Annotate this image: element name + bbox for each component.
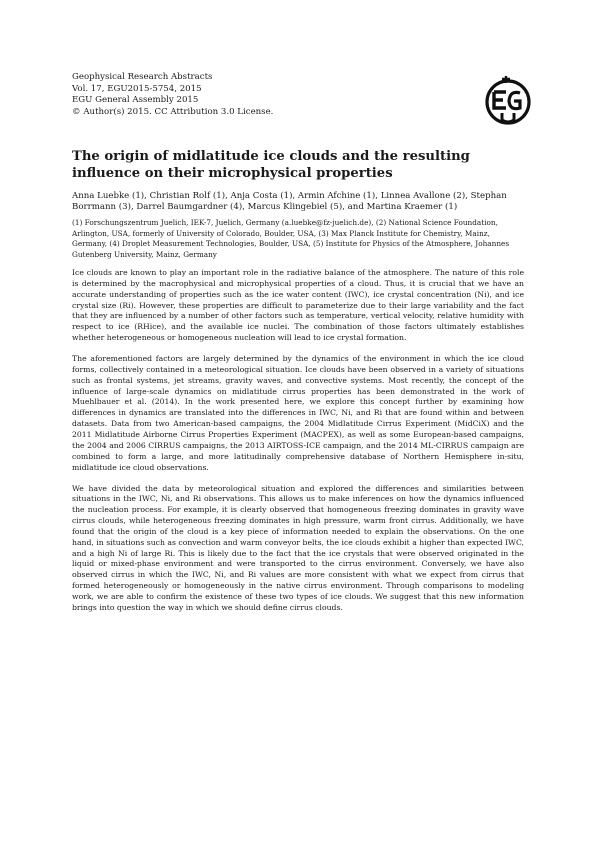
paper-title: The origin of midlatitude ice clouds and the resulting influence on their microphysical properties	[72, 149, 470, 181]
volume-info: Vol. 17, EGU2015-5754, 2015	[72, 83, 202, 94]
egu-logo-icon	[484, 74, 532, 126]
abstract-paragraph: We have divided the data by meteorological situation and explored the differences and similarities between situations in the IWC, Ni, and Ri observations. This allows us to make inferences on how the dynamics influenced the nucleation process. For example, it is clearly observed that homogeneous freezing dominates in gravity wave cirrus clouds, while heterogeneous freezing dominates in high pressure, warm front cirrus. Additionally, we have found that the origin of the cloud is a key piece of information needed to explain the observations. On the one hand, in situations such as convection and warm conveyor belts, the ice clouds exhibit a higher than expected IWC, and a high Ni of large Ri. This is likely due to the fact that the ice crystals that were observed originated in the liquid or mixed-phase environment and were transported to the cirrus environment. Conversely, we have also observed cirrus in which the IWC, Ni, and Ri values are more consistent with what we expect from cirrus that formed heterogeneously or homogeneously in the native cirrus environment. Through comparisons to modeling work, we are able to confirm the existence of these two types of ice clouds. We suggest that this new information brings into question the way in which we should define cirrus clouds.	[72, 483, 524, 612]
author-list: Anna Luebke (1), Christian Rolf (1), Anja Costa (1), Armin Afchine (1), Linnea Avallone (2), Stephan Borrmann (3), Darrel Baumgardner (4), Marcus Klingebiel (5), and Martina Kraemer (1)	[72, 191, 507, 213]
document-header	[72, 72, 273, 118]
license-info: © Author(s) 2015. CC Attribution 3.0 License.	[72, 106, 274, 117]
abstract-body	[72, 268, 524, 624]
assembly-info: EGU General Assembly 2015	[72, 95, 199, 106]
abstract-paragraph: The aforementioned factors are largely determined by the dynamics of the environment in which the ice cloud forms, collectively contained in a meteorological situation. Ice clouds have been observed in a variety of situations such as frontal systems, jet streams, gravity waves, and convective systems. Most recently, the concept of the influence of large-scale dynamics on midlatitude cirrus properties has been demonstrated in the work of Muehlbauer et al. (2014). In the work presented here, we explore this concept further by examining how differences in dynamics are translated into the differences in IWC, Ni, and Ri that are found within and between datasets. Data from two American-based campaigns, the 2004 Midlatitude Cirrus Experiment (MidCiX) and the 2011 Midlatitude Airborne Cirrus Properties Experiment (MACPEX), as well as some European-based campaigns, the 2004 and 2006 CIRRUS campaigns, the 2013 AIRTOSS-ICE campaign, and the 2014 ML-CIRRUS campaign are combined to form a large, and more latitudinally comprehensive database of Northern Hemisphere in-situ, midlatitude ice cloud observations.	[72, 354, 524, 472]
abstract-paragraph: Ice clouds are known to play an important role in the radiative balance of the atmosphere. The nature of this role is determined by the macrophysical and microphysical properties of a cloud. Thus, it is crucial that we have an accurate understanding of properties such as the ice water content (IWC), ice crystal concentration (Ni), and ice crystal size (Ri). However, these properties are difficult to parameterize due to their large variability and the fact that they are influenced by a number of other factors such as temperature, vertical velocity, relative humidity with respect to ice (RHice), and the available ice nuclei. The combination of those factors ultimately establishes whether heterogeneous or homogeneous nucleation will lead to ice crystal formation.	[72, 268, 524, 343]
journal-name: Geophysical Research Abstracts	[72, 72, 213, 82]
affiliations: (1) Forschungszentrum Juelich, IEK-7, Juelich, Germany (a.luebke@fz-juelich.de), (2) National Science Foundation, Arlington, USA, formerly of University of Colorado, Boulder, USA, (3) Max Planck Institute for Chemistry, Mainz, Germany, (4) Droplet Measurement Technologies, Boulder, USA, (5) Institute for Physics of the Atmosphere, Johannes Gutenberg University, Mainz, Germany	[72, 218, 510, 259]
